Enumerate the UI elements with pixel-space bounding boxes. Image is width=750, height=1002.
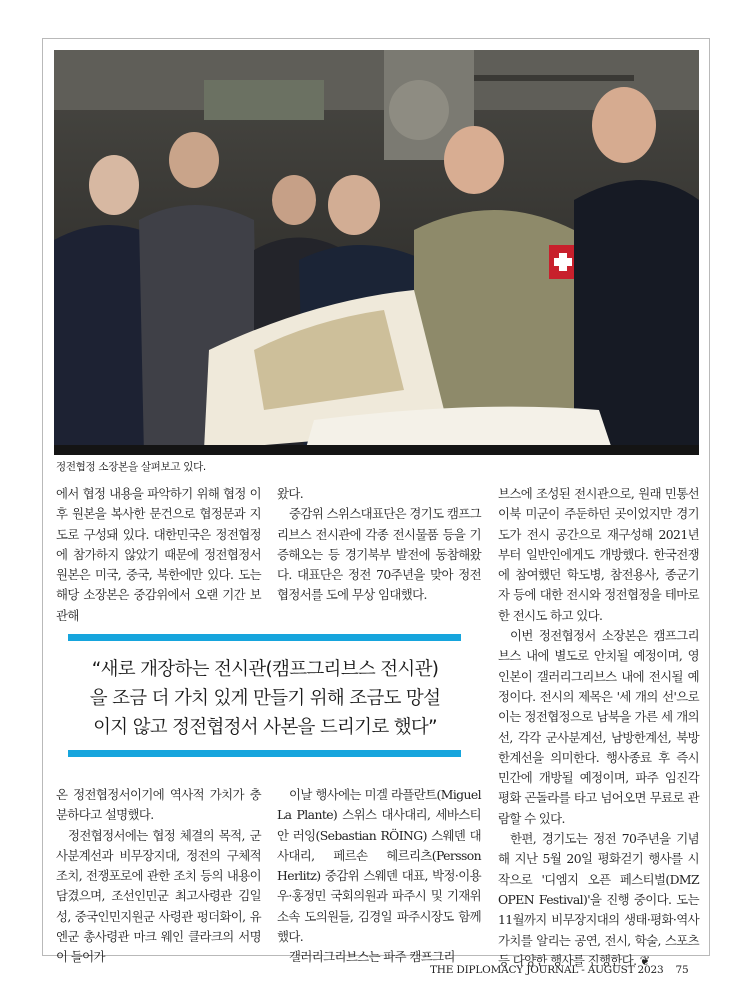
column-1-top (56, 484, 261, 626)
column-3-text-3 (498, 829, 699, 971)
end-mark-icon: ❦ (639, 952, 650, 968)
column-2-bottom-text-2: 갤러리그리브스는 파주 캠프그리 (289, 949, 455, 965)
column-3-text-2: 이번 정전협정서 소장본은 캠프그리브스 내에 별도로 안치될 예정이며, 영인본이 갤러리그리브스 내에 전시될 예정이다. 전시의 제목은 '세 개의 선'으로 이는 정전협정으로 남북을 가른 세 개의 선, 각각 군사분계선, 남방한계선, 북방한계선을 의미한다. 행사종료 후 즉시 민간에 개방될 예정이며, 파주 임진각 평화 곤돌라를 타고 넘어오면 무료로 관람할 수 있다. (498, 628, 699, 826)
column-3 (498, 484, 699, 971)
page-number: 75 (675, 964, 689, 976)
column-3-text-1: 브스에 조성된 전시관으로, 원래 민통선 이북 미군이 주둔하던 곳이었지만 경기도가 전시 공간으로 재구성해 2021년부터 일반인에게도 개방했다. 한국전쟁에 참여했던 학도병, 참전용사, 종군기자 등에 대한 전시와 정전협정을 테마로 한 전시도 하고 있다. (498, 486, 699, 623)
column-1-bottom (56, 785, 261, 968)
column-1-bottom-text-1: 온 정전협정서이기에 역사적 가치가 충분하다고 설명했다. (56, 787, 261, 823)
column-2-top-text-1: 왔다. (277, 486, 304, 501)
pull-quote-line-3: 이지 않고 정전협정서 사본을 드리기로 했다” (93, 717, 437, 738)
article-photo (54, 50, 699, 455)
column-1-bottom-text-2: 정전협정서에는 협정 체결의 목적, 군사분계선과 비무장지대, 정전의 구체적 조치, 전쟁포로에 관한 조치 등의 내용이 담겼으며, 조선인민군 최고사령관 김일성, 중국인민지원군 사령관 펑더화이, 유엔군 총사령관 마크 웨인 클라크의 서명이 들어가 (56, 827, 261, 965)
column-2-top-text-2: 중감위 스위스대표단은 경기도 캠프그리브스 전시관에 각종 전시물품 등을 기증해오는 등 경기북부 발전에 동참해왔다. 대표단은 정전 70주년을 맞아 정전협정서를 도에 무상 임대했다. (277, 506, 481, 603)
quote-bar-bottom (68, 750, 461, 757)
pull-quote-line-1: “새로 개장하는 전시관(캠프그리브스 전시관) (91, 659, 439, 680)
page-footer (430, 964, 688, 976)
column-2-bottom (277, 785, 481, 968)
column-3-text-3-body: 한편, 경기도는 정전 70주년을 기념해 지난 5월 20일 평화걷기 행사를 시작으로 '디엠지 오픈 페스티벌(DMZ OPEN Festival)'을 진행 중이다. 도는 11월까지 비무장지대의 생태·평화·역사 가치를 알리는 공연, 전시, 학술, 스포츠 등 다양한 행사를 진행한다. (498, 831, 699, 968)
column-2-bottom-text-1: 이날 행사에는 미겔 라플란트(Miguel La Plante) 스위스 대사대리, 세바스티안 러잉(Sebastian RÖING) 스웨덴 대사대리, 페르손 헤르리츠(Persson Herlitz) 중감위 스웨덴 대표, 박정·이용우·홍정민 국회의원과 파주시 및 기재위 소속 도의원들, 김경일 파주시장도 함께했다. (277, 787, 481, 945)
column-1-top-text: 에서 협정 내용을 파악하기 위해 협정 이후 원본을 복사한 문건으로 협정문과 지도로 구성돼 있다. 대한민국은 정전협정에 참가하지 않았기 때문에 정전협정서 원본은 미국, 중국, 북한에만 있다. 도는 해당 소장본은 중감위에서 오랜 기간 보관해 (56, 486, 261, 623)
column-2-top (277, 484, 481, 606)
pull-quote (70, 655, 460, 742)
quote-bar-top (68, 634, 461, 641)
pull-quote-line-2: 을 조금 더 가치 있게 만들기 위해 조금도 망설 (89, 688, 441, 709)
photo-caption: 정전협정 소장본을 살펴보고 있다. (56, 461, 206, 473)
journal-name: THE DIPLOMACY JOURNAL - AUGUST 2023 (430, 964, 664, 976)
